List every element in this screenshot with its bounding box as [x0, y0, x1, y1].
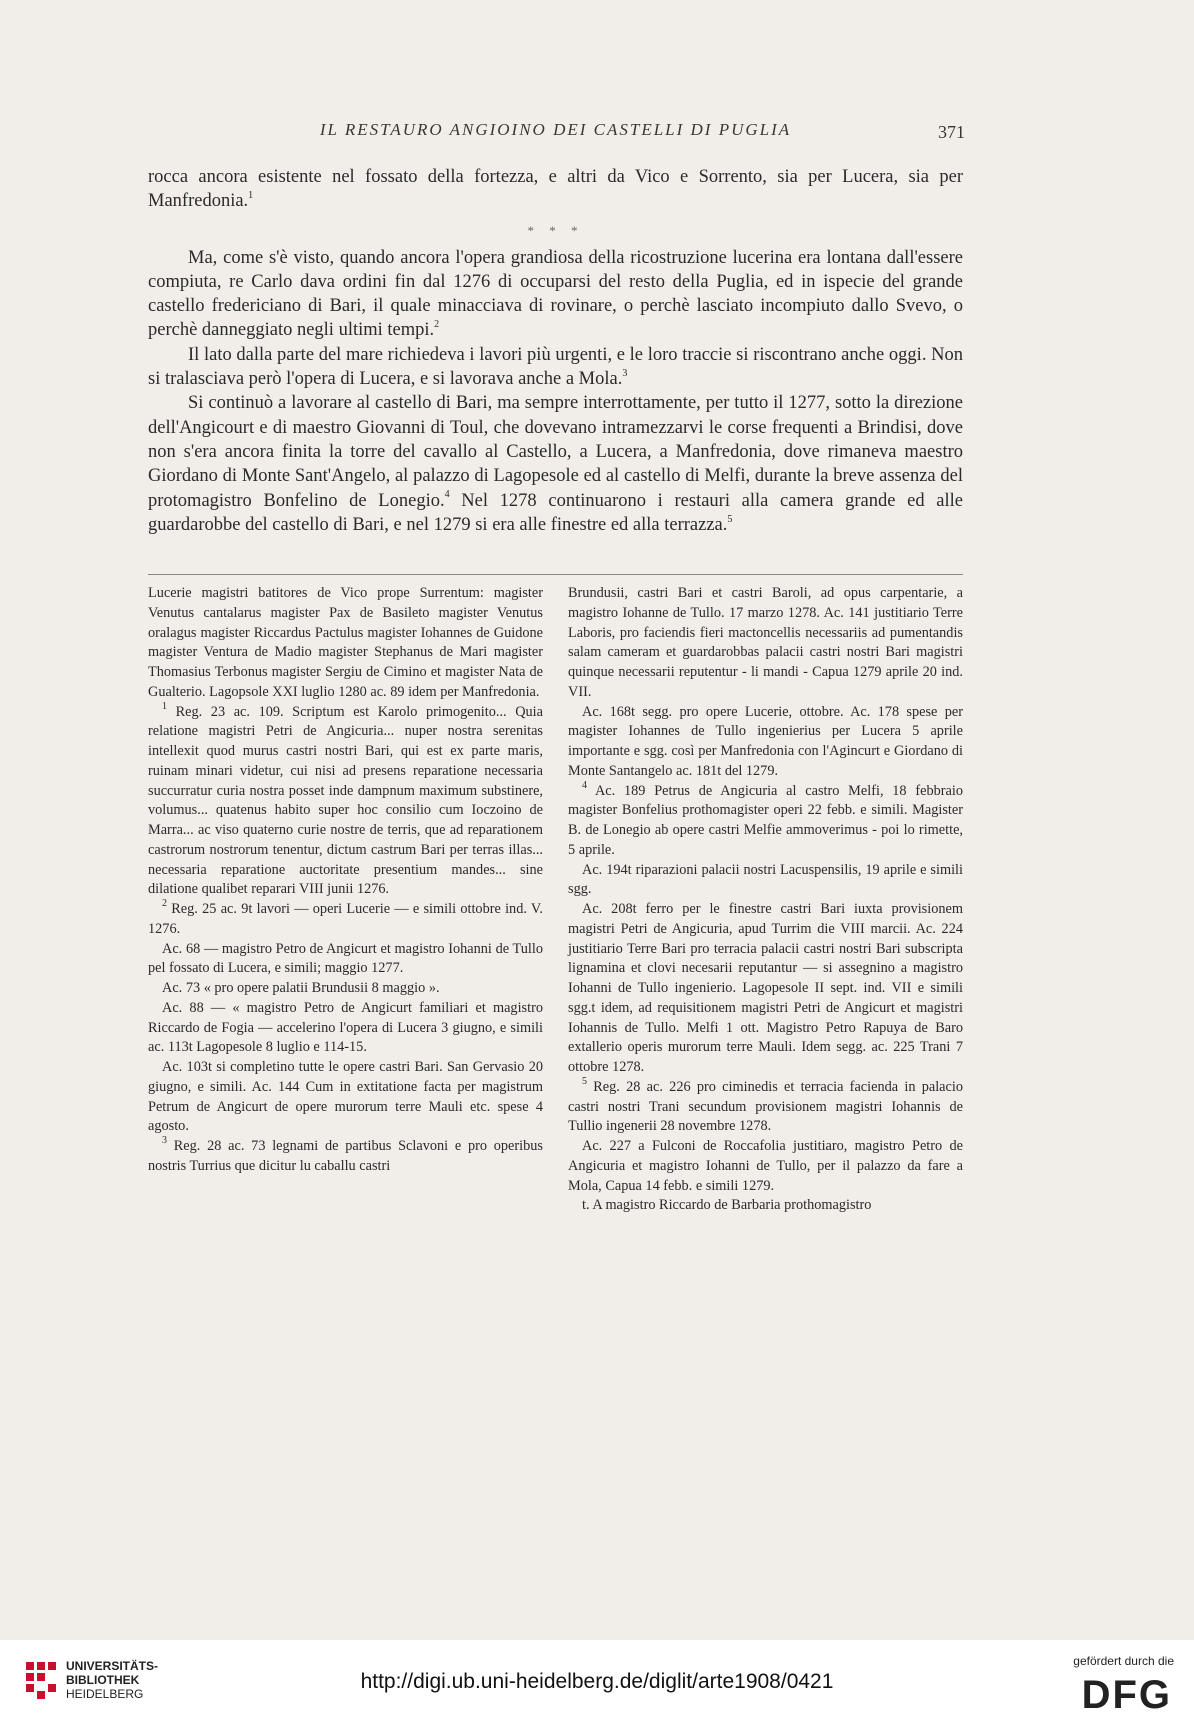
footnote-number: 2 — [162, 898, 167, 910]
footnote: $^2$ Reg. 25 ac. 9t lavori — operi Lucerie — e simili ottobre ind. V. 1276. — [148, 898, 543, 937]
page-number: 371 — [938, 122, 965, 142]
footnote-text: Ac. 103t si completino tutte le opere castri Bari. San Gervasio 20 giugno, e simili. Ac. 144 Cum in extitatione facta per magistrum Petrum de Angicurt de opere murorum terre Mauli etc. spese 4 agosto. — [148, 1059, 543, 1135]
footnote-number: 4 — [582, 779, 587, 791]
footnote-text: Ac. 88 — « magistro Petro de Angicurt familiari et magistro Riccardo de Fogia — accelerino l'opera di Lucera 3 giugno, e simili ac. 113t Lagopesole 8 luglio e 114-15. — [148, 999, 543, 1056]
footnote-text: Ac. 208t ferro per le finestre castri Bari iuxta provisionem magistri Petri de Angicuria, apud Turrim die VIII marcii. Ac. 224 justitiario Terre Bari pro terracia palacii castri nostri Bari subscripta lignamina et clovi necesarii reputantur — si assegnino a magistro Iohanni de Tullo ingenierio. Lagopesole II sept. ind. VII e simili sgg.t idem, ad requisitionem magistri Petri de Angicurt et magistri Iohannis de Tullo. Melfi 1 ott. Magistro Petro Rapuya de Baro extallerio operis murorum terre Mauli. Idem segg. ac. 225 Trani 7 ottobre 1278. — [568, 901, 963, 1075]
footnote-ref[interactable]: 3 — [622, 367, 628, 379]
footnote-text: Ac. 168t segg. pro opere Lucerie, ottobre. Ac. 178 spese per magister Iohannes de Tullo ingenierius per Lucera 5 aprile importante e sgg. così per Manfredonia con l'Agincurt e Giordano di Monte Santangelo ac. 181t del 1279. — [568, 703, 963, 779]
footnote-ref[interactable]: 1 — [248, 190, 254, 202]
footnote-text: Ac. 73 « pro opere palatii Brundusii 8 maggio ». — [162, 980, 440, 996]
footnote: $^1$ Reg. 23 ac. 109. Scriptum est Karolo primogenito... Quia relatione magistri Petri de Angicuria... nuper nostra serenitas intellexit quod murus castri nostri Bari, qui est ex parte maris, ruinam minari videtur, cui nisi ad presens reparatione necessaria succurratur curia nostra posset inde dampnum maximum substinere, volumus... quatenus habito super hoc consilio cum Ioczoino de Marra... ac viso quaterno curie nostre de terris, que ad reparationem castrorum nostrorum tenentur, dictum castrum Bari per terras illas... necessaria reparatione auctoritate presentium mandes... sine dilatione qualibet reparari VIII junii 1276. — [148, 700, 543, 898]
paragraph: Ma, come s'è visto, quando ancora l'opera grandiosa della ricostruzione lucerina era lontana dall'essere compiuta, re Carlo dava ordini fin dal 1276 di occuparsi del resto della Puglia, ed in ispecie del grande castello fredericiano di Bari, il quale minacciava di rovinare, o perchè lasciato incompiuto dallo Svevo, o perchè danneggiato negli ultimi tempi.$^2$ — [148, 247, 963, 341]
footnote-divider — [148, 574, 963, 575]
footnote: $^3$ Reg. 28 ac. 73 legnami de partibus Sclavoni e pro operibus nostris Turrius que dicitur lu caballu castri — [148, 1135, 543, 1174]
footnote-text: Lucerie magistri batitores de Vico prope Surrentum: magister Venutus cantalarus magister Pax de Basileto magister Venutus oralagus magister Riccardus Pactulus magister Iohannes de Guidone magister Ventura de Madio magister Stephanus de Mari magister Thomasius Terbonus magister Sergiu de Cimino et magister Nata de Gualterio. Lagopsole XXI luglio 1280 ac. 89 idem per Manfredonia. — [148, 585, 543, 700]
footnote-ref[interactable]: 4 — [444, 489, 450, 501]
footnote-ref[interactable]: 2 — [434, 319, 440, 331]
footnote-number: 5 — [582, 1075, 587, 1087]
section-separator: * * * — [527, 222, 584, 238]
paragraph: rocca ancora esistente nel fossato della fortezza, e altri da Vico e Sorrento, sia per Lucera, sia per Manfredonia.$^1$ — [148, 167, 963, 212]
footnote-number: 3 — [162, 1135, 167, 1147]
footnote-text: Ac. 68 — magistro Petro de Angicurt et magistro Iohanni de Tullo pel fossato di Lucera, e simili; maggio 1277. — [148, 940, 543, 977]
paragraph: Il lato dalla parte del mare richiedeva i lavori più urgenti, e le loro traccie si riscontrano anche oggi. Non si tralasciava però l'opera di Lucera, e si lavorava anche a Mola.$^3$ — [148, 344, 963, 390]
footnote-text: t. A magistro Riccardo de Barbaria prothomagistro — [582, 1197, 872, 1214]
footnote: $^4$ Ac. 189 Petrus de Angicuria al castro Melfi, 18 febbraio magister Bonfelius prothomagister operi 22 febb. e simili. Magister B. de Lonegio ab opere castri Melfie ammoverimus - poi lo rimette, 5 aprile. — [568, 779, 963, 858]
footnote-text: Brundusii, castri Bari et castri Baroli, ad opus carpentarie, a magistro Iohanne de Tullo. 17 marzo 1278. Ac. 141 justitiario Terre Laboris, pro faciendis fieri mactoncellis necessariis ad pumentandis salam cameram et guardarobbas palacii castri nostri Bari magistri quinque necessarii reputentur - li mandi - Capua 1279 aprile 20 ind. VII. — [568, 585, 963, 700]
permalink-url[interactable]: http://digi.ub.uni-heidelberg.de/diglit/arte1908/0421 — [360, 1670, 834, 1693]
library-name[interactable]: UNIVERSITÄTS- BIBLIOTHEK HEIDELBERG — [66, 1659, 159, 1701]
footnote: $^5$ Reg. 28 ac. 226 pro ciminedis et terracia facienda in palacio castri nostri Trani secundum provisionem magistri Iohannis de Tullio ingenerii 28 novembre 1278. — [568, 1075, 963, 1135]
dfg-logo[interactable]: DFG — [1081, 1673, 1172, 1717]
running-head: IL RESTAURO ANGIOINO DEI CASTELLI DI PUGLIA — [319, 120, 792, 139]
footnotes-right-column — [568, 584, 963, 1216]
footnote-text: Ac. 194t riparazioni palacii nostri Lacuspensilis, 19 aprile e simili sgg. — [568, 861, 963, 898]
footnote-ref[interactable]: 5 — [727, 513, 733, 525]
paragraph: Si continuò a lavorare al castello di Bari, ma sempre interrottamente, per tutto il 1277, sotto la direzione dell'Angicourt e di maestro Giovanni di Toul, che dovevano intramezzarvi le corse frequenti a Brindisi, dove non s'era ancora finita la torre del cavallo al Castello, a Lucera, a Manfredonia, dove rimaneva maestro Giordano di Monte Sant'Angelo, al palazzo di Lagopesole ed al castello di Melfi, durante la breve assenza del protomagistro Bonfelino de Lonegio.$^4$ Nel 1278 continuarono i restauri alla camera grande ed alle guardarobbe del castello di Bari, e nel 1279 si era alle finestre ed alla terrazza.$^5$ — [148, 393, 963, 535]
funding-note: gefördert durch die — [1073, 1654, 1174, 1668]
viewer-footer — [0, 1640, 1194, 1723]
main-text — [148, 165, 963, 537]
footnote-text: Ac. 227 a Fulconi de Roccafolia justitiaro, magistro Petro de Angicuria et magistro Iohanni de Tullo, per il palazzo da fare a Mola, Capua 14 febb. e simili 1279. — [568, 1138, 963, 1194]
footnotes-left-column — [148, 584, 543, 1177]
footnote-number: 1 — [162, 700, 167, 712]
